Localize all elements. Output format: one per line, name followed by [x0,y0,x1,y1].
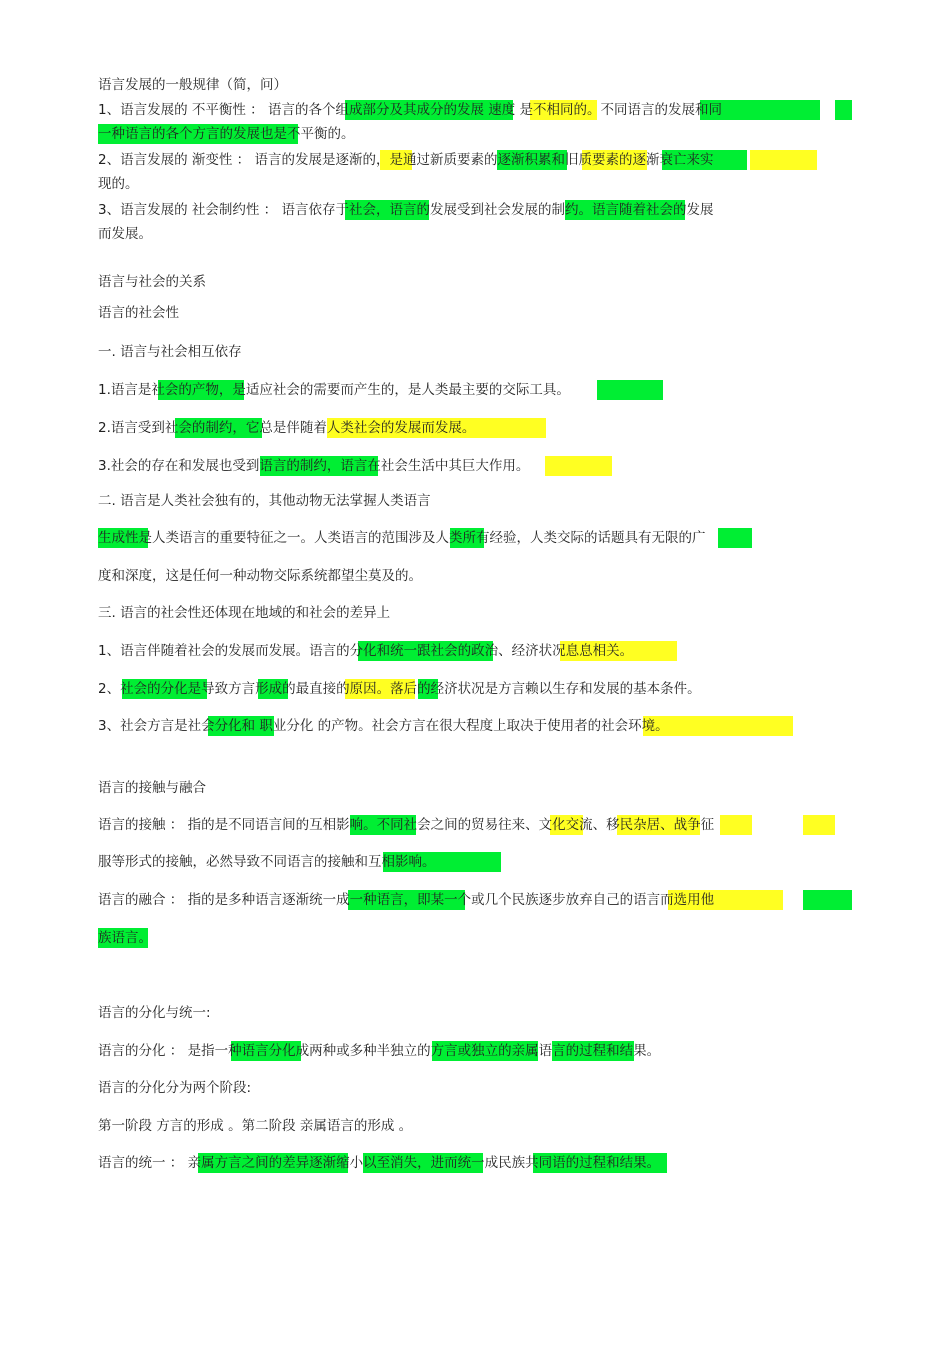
section-title: 语言的分化与统一: [98,1005,211,1021]
paragraph-line: 现的。 [98,176,139,192]
highlight-green [597,380,663,400]
paragraph-line: 2、语言发展的 渐变性 ： 语言的发展是逐渐的，是通过新质要素的逐渐积累和旧质要素的逐渐衰亡来实 [98,152,714,168]
highlight-green [718,528,752,548]
highlight-yellow [750,150,817,170]
subheading: 一. 语言与社会相互依存 [98,344,242,360]
highlight-yellow [720,815,752,835]
paragraph-line: 服等形式的接触，必然导致不同语言的接触和互相影响。 [98,854,436,870]
paragraph-line: 第一阶段 方言的形成 。第二阶段 亲属语言的形成 。 [98,1118,413,1134]
paragraph-line: 2、社会的分化是导致方言形成的最直接的原因。落后的经济状况是方言赖以生存和发展的基本条件。 [98,681,701,697]
paragraph-line: 语言的统一 ： 亲属方言之间的差异逐渐缩小以至消失，进而统一成民族共同语的过程和结果。 [98,1155,661,1171]
paragraph-line: 1、语言伴随着社会的发展而发展。语言的分化和统一跟社会的政治、经济状况息息相关。 [98,643,634,659]
paragraph-line: 1.语言是社会的产物，是适应社会的需要而产生的，是人类最主要的交际工具。 [98,382,570,398]
paragraph-line: 2.语言受到社会的制约，它总是伴随着人类社会的发展而发展。 [98,420,476,436]
section-subtitle: 语言的社会性 [98,305,179,321]
paragraph-line: 3.社会的存在和发展也受到语言的制约，语言在社会生活中其巨大作用。 [98,458,530,474]
highlight-green [803,890,852,910]
highlight-yellow [803,815,835,835]
paragraph-line: 语言的分化 ： 是指一种语言分化成两种或多种半独立的方言或独立的亲属语言的过程和结果。 [98,1043,661,1059]
paragraph-line: 1、语言发展的 不平衡性 ： 语言的各个组成部分及其成分的发展 速度 是不相同的。不同语言的发展和同 [98,102,723,118]
paragraph-line: 3、社会方言是社会分化和 职业分化 的产物。社会方言在很大程度上取决于使用者的社会环境。 [98,718,669,734]
paragraph-line: 3、语言发展的 社会制约性 ： 语言依存于社会，语言的发展受到社会发展的制约。语言随着社会的发展 [98,202,714,218]
section-title: 语言与社会的关系 [98,274,206,290]
paragraph-line: 而发展。 [98,226,152,242]
paragraph-line: 语言的接触 ： 指的是不同语言间的互相影响。不同社会之间的贸易往来、文化交流、移民杂居、战争征 [98,817,715,833]
paragraph-line: 语言的分化分为两个阶段: [98,1080,252,1096]
paragraph-line: 族语言。 [98,930,152,946]
highlight-yellow [545,456,612,476]
paragraph-line: 一种语言的各个方言的发展也是不平衡的。 [98,126,355,142]
paragraph-line: 生成性是人类语言的重要特征之一。人类语言的范围涉及人类所有经验，人类交际的话题具有无限的广 [98,530,706,546]
paragraph-line: 度和深度，这是任何一种动物交际系统都望尘莫及的。 [98,568,422,584]
subheading: 三. 语言的社会性还体现在地域的和社会的差异上 [98,605,391,621]
subheading: 二. 语言是人类社会独有的，其他动物无法掌握人类语言 [98,493,431,509]
paragraph-line: 语言的融合 ： 指的是多种语言逐渐统一成一种语言，即某一个或几个民族逐步放弃自己的语言而选用他 [98,892,715,908]
section-title: 语言的接触与融合 [98,780,206,796]
section-title: 语言发展的一般规律（简，问） [98,77,287,93]
highlight-green [835,100,852,120]
